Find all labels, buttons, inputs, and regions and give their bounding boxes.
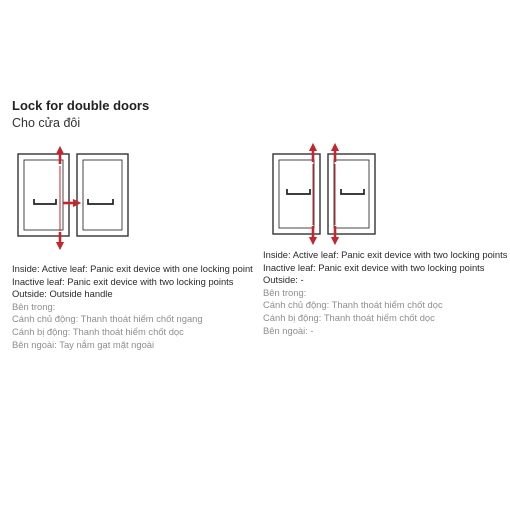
left-inactive-leaf <box>18 154 69 236</box>
active-leaf-vi-text: Cánh chủ động: Thanh thoát hiểm chốt ngang <box>12 313 203 325</box>
page-title: Lock for double doors <box>12 98 150 113</box>
active-leaf-vi-text: Cánh chủ động: Thanh thoát hiểm chốt dọc <box>263 299 443 311</box>
left-active-panic-bar <box>88 199 113 204</box>
inactive-leaf-text: Inactive leaf: Panic exit device with two locking points <box>12 275 234 287</box>
left-double-door-diagram <box>18 150 128 246</box>
inside-vi-text: Bên trong: <box>263 286 307 298</box>
left-config-description <box>12 263 255 351</box>
outside-vi-text: Bên ngoài: - <box>263 324 314 336</box>
right-active-panic-bar <box>341 189 364 194</box>
inactive-leaf-vi-text: Cánh bị động: Thanh thoát hiểm chốt dọc <box>12 325 184 337</box>
inside-vi-text: Bên trong: <box>12 300 56 312</box>
right-config-description <box>263 249 508 337</box>
outside-vi-text: Bên ngoài: Tay nắm gạt mặt ngoài <box>12 338 155 350</box>
inside-active-leaf-text: Inside: Active leaf: Panic exit device with one locking point <box>12 263 253 274</box>
page-subtitle: Cho cửa đôi <box>12 116 81 130</box>
inactive-leaf-text: Inactive leaf: Panic exit device with two locking points <box>263 261 485 273</box>
outside-text: Outside: Outside handle <box>12 288 113 300</box>
inside-active-leaf-text: Inside: Active leaf: Panic exit device with two locking points <box>263 249 508 260</box>
left-active-leaf <box>77 154 128 236</box>
outside-text: Outside: - <box>263 274 304 286</box>
left-inactive-panic-bar <box>34 199 56 204</box>
inactive-leaf-vi-text: Cánh bị động: Thanh thoát hiểm chốt dọc <box>263 311 435 323</box>
right-double-door-diagram <box>273 147 375 241</box>
right-inactive-panic-bar <box>287 189 310 194</box>
